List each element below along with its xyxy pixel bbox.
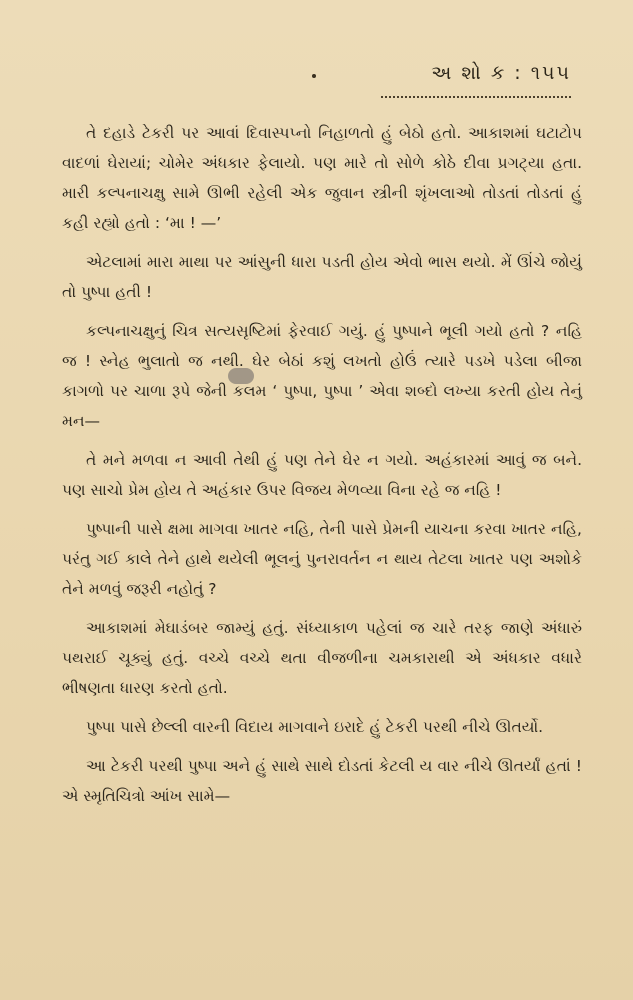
page-body	[62, 118, 582, 820]
paragraph-2: એટલામાં મારા માથા પર આંસુની ધારા પડતી હોય એવો ભાસ થયો. મેં ઊંચે જોયું તો પુષ્પા હતી !	[62, 253, 582, 301]
running-header	[371, 62, 571, 98]
paragraph-5: પુષ્પાની પાસે ક્ષમા માગવા ખાતર નહિ, તેની પાસે પ્રેમની યાચના કરવા ખાતર નહિ, પરંતુ ગઈ કાલે તેને હાથે થયેલી ભૂલનું પુનરાવર્તન ન થાય તેટલા ખાતર પણ અશોકે તેને મળવું જરૂરી નહોતું ?	[62, 520, 582, 598]
paragraph-3: કલ્પનાચક્ષુનું ચિત્ર સત્યસૃષ્ટિમાં ફેરવાઈ ગયું. હું પુષ્પાને ભૂલી ગયો હતો ? નહિ જ ! સ્નેહ ભુલાતો જ નથી. ઘેર બેઠાં કશું લખતો હોઉં ત્યારે પડખે પડેલા બીજા કાગળો પર ચાળા રૂપે જેની કલમ ‘ પુષ્પા, પુષ્પા ’ એવા શબ્દો લખ્યા કરતી હોય તેનું મન—	[62, 322, 582, 430]
ink-dot	[312, 74, 316, 78]
header-title: અ શો ક : ૧૫૫	[431, 62, 571, 84]
paragraph-8: આ ટેકરી પરથી પુષ્પા અને હું સાથે સાથે દોડતાં કેટલી ય વાર નીચે ઊતર્યાં હતાં ! એ સ્મૃતિચિત્રો આંખ સામે—	[62, 757, 582, 805]
paragraph-6: આકાશમાં મેઘાડંબર જામ્યું હતું. સંધ્યાકાળ પહેલાં જ ચારે તરફ જાણે અંધારું પથરાઈ ચૂક્યું હતું. વચ્ચે વચ્ચે થતા વીજળીના ચમકારાથી એ અંધકાર વધારે ભીષણતા ધારણ કરતો હતો.	[62, 619, 582, 697]
header-dotted-rule	[381, 96, 571, 98]
paragraph-1: તે દહાડે ટેકરી પર આવાં દિવાસ્પપ્નો નિહાળતો હું બેઠો હતો. આકાશમાં ઘટાટોપ વાદળાં ઘેરાયાં; ચોમેર અંધકાર ફેલાયો. પણ મારે તો સોળે કોઠે દીવા પ્રગટ્યા હતા. મારી કલ્પનાચક્ષુ સામે ઊભી રહેલી એક જુવાન સ્ત્રીની શૃંખલાઓ તોડતાં તોડતાં હું કહી રહ્યો હતો : ‘મા ! —’	[62, 124, 582, 232]
paragraph-7: પુષ્પા પાસે છેલ્લી વારની વિદાય માગવાને ઇરાદે હું ટેકરી પરથી નીચે ઊતર્યો.	[86, 718, 544, 736]
paragraph-4: તે મને મળવા ન આવી તેથી હું પણ તેને ઘેર ન ગયો. અહંકારમાં આવું જ બને. પણ સાચો પ્રેમ હોય તે અહંકાર ઉપર વિજય મેળવ્યા વિના રહે જ નહિ !	[62, 451, 582, 499]
